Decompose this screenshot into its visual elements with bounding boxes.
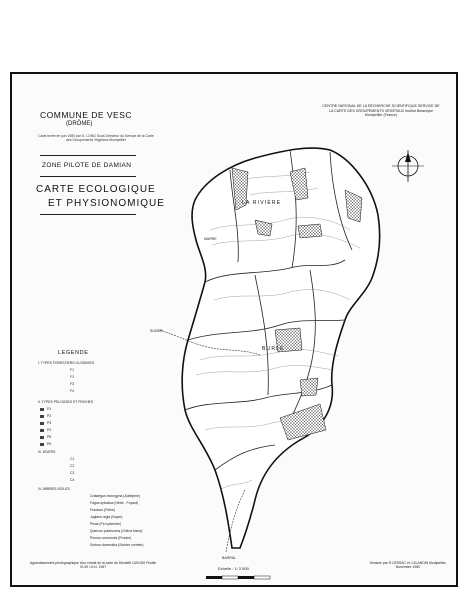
legend-section-grassland: II. TYPES PELOUSES ET FRICHES [38, 400, 94, 404]
source-note: Agrandissement photographique d'un extrait de la carte de Dieulefit 1/25.000 Feuille XI-39 I.G.N. 1967 [29, 561, 157, 570]
legend-item: Fraxinus (Frêne) [90, 508, 116, 512]
legend-item: Sorbus domestica (Sorbier cormier) [90, 543, 144, 547]
legend-item: F3 [70, 382, 74, 386]
legend-item: Juglans regia (Noyer) [90, 515, 123, 519]
legend-item: F4 [70, 389, 74, 393]
place-label-burle: BURLE [262, 346, 285, 352]
place-label-suzier: SUZIER [150, 329, 163, 333]
institution-block: CENTRE NATIONAL DE LA RECHERCHE SCIENTIFIQUE SERVICE DE LA CARTE DES GROUPEMENTS VÉGÉTAUX Institut Botanique Montpellier (France) [322, 104, 440, 118]
north-arrow-icon [392, 150, 424, 182]
legend-item: C1 [70, 457, 75, 461]
place-label-marre: MARRE [204, 237, 217, 241]
map-title-line2: ET PHYSIONOMIQUE [48, 198, 165, 209]
legend-title: LEGENDE [58, 350, 89, 356]
zone-title: ZONE PILOTE DE DAMIAN [42, 162, 132, 169]
scale-label: Echelle : 1/ 2.500 [218, 566, 249, 571]
survey-credit: Carte levée en juin 1980 par G. LONG Sous Directeur du Service de la Carte des Groupements Végétaux Montpellier [38, 134, 154, 143]
scale-bar [206, 576, 270, 579]
drawn-by-note: Dessiné par R.CESSAC et J.ALANDIN Montpellier, Novembre 1980 [369, 561, 447, 570]
legend-item: P2 [40, 414, 51, 418]
legend-item: P6 [40, 442, 51, 446]
commune-title: COMMUNE DE VESC [40, 110, 133, 120]
map-title-line1: CARTE ECOLOGIQUE [36, 184, 156, 195]
legend-item: Pinus (Pin sylvestre) [90, 522, 121, 526]
legend-section-forest: I. TYPES FORESTIERS OU BOISES [38, 361, 95, 365]
place-label-la-riviere: LA RIVIÈRE [242, 200, 282, 206]
legend-item: P5 [40, 435, 51, 439]
department-label: (DRÔME) [66, 121, 93, 127]
legend-item: Fagus sylvatica (Hêtre , Foyard) [90, 501, 139, 505]
legend-item: P3 [40, 421, 51, 425]
place-label-barral: BARRAL [222, 556, 237, 560]
legend-item: P1 [40, 407, 51, 411]
legend-item: P4 [40, 428, 51, 432]
legend-item: C3 [70, 471, 75, 475]
legend-item: C4 [70, 478, 75, 482]
legend-item: F2 [70, 375, 74, 379]
legend-item: Quercus pubescens (Chêne blanc) [90, 529, 143, 533]
legend-item: Crataegus monogyna (Aubépine) [90, 494, 140, 498]
legend-item: Prunus communis (Prunier) [90, 536, 132, 540]
legend-section-trees: IV. ARBRES ISOLES [38, 487, 70, 491]
legend-item: F1 [70, 368, 74, 372]
legend-section-misc: III. DIVERS [38, 450, 56, 454]
legend-item: C2 [70, 464, 75, 468]
